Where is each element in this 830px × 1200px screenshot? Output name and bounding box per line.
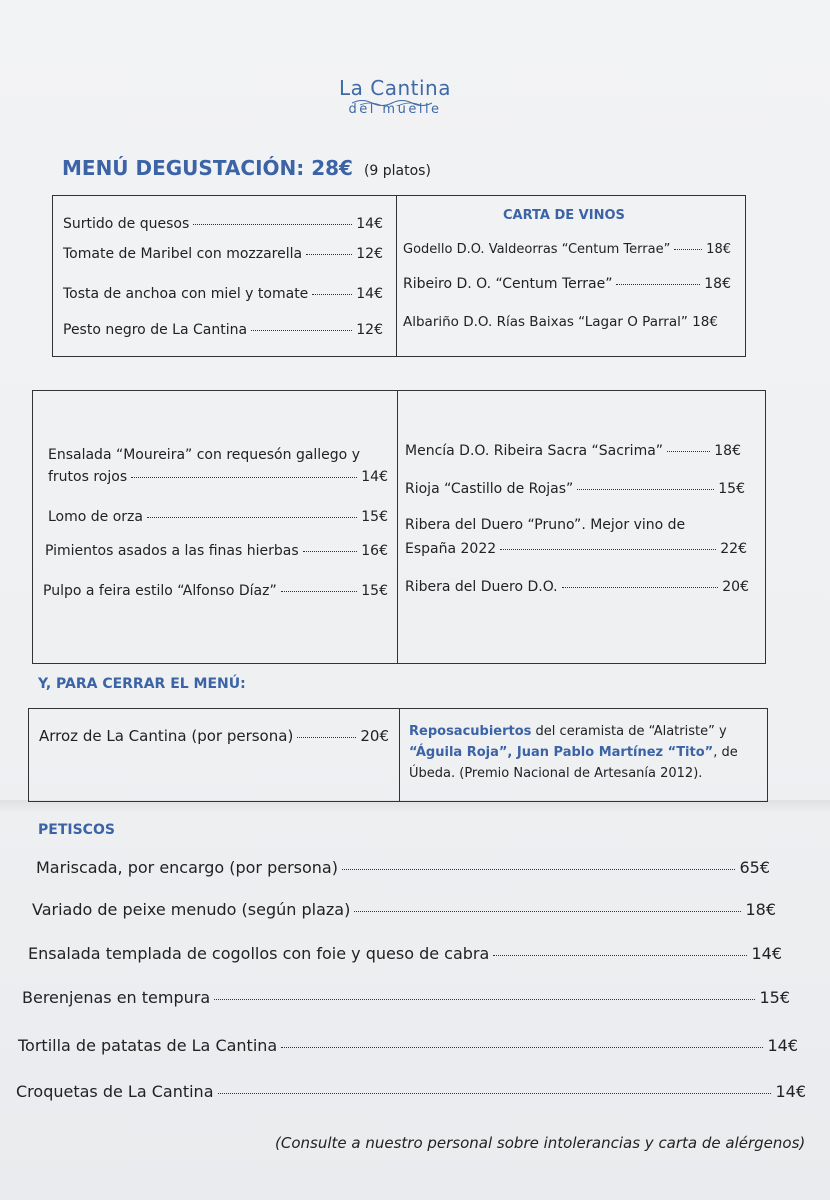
leader-dots	[303, 551, 358, 552]
petisco-row	[32, 900, 776, 919]
dish-row	[63, 322, 383, 338]
wine-price: 18€	[692, 314, 718, 330]
dish-name: Tomate de Maribel con mozzarella	[63, 246, 303, 262]
menu-title	[62, 156, 431, 180]
dish-price: 15€	[361, 583, 388, 599]
dish-name: Tosta de anchoa con miel y tomate	[63, 286, 309, 302]
credit-text-3: Úbeda. (Premio Nacional de Artesanía 2012).	[409, 766, 703, 781]
petisco-row	[36, 858, 770, 877]
leader-dots	[577, 489, 714, 490]
dish-name-line1: Ensalada “Moureira” con requesón gallego y	[48, 447, 360, 463]
petisco-name: Variado de peixe menudo (según plaza)	[32, 900, 351, 919]
leader-dots	[193, 224, 352, 225]
dish-row	[39, 727, 389, 745]
credit-bold-1: Reposacubiertos	[409, 724, 532, 739]
wine-name: Ribera del Duero D.O.	[405, 579, 558, 595]
wine-name: Ribeiro D. O. “Centum Terrae”	[403, 276, 613, 292]
wine-row	[405, 541, 747, 557]
wine-price: 22€	[720, 541, 747, 557]
dish-name: Arroz de La Cantina (por persona)	[39, 727, 294, 745]
dish-price: 14€	[356, 216, 383, 232]
leader-dots	[354, 911, 741, 912]
wine-name: Mencía D.O. Ribeira Sacra “Sacrima”	[405, 443, 664, 459]
leader-dots	[281, 1047, 763, 1048]
menu-title-main: MENÚ DEGUSTACIÓN: 28€	[62, 156, 353, 180]
petisco-price: 14€	[751, 944, 782, 963]
wine-row	[405, 579, 749, 595]
allergen-note: (Consulte a nuestro personal sobre intolerancias y carta de alérgenos)	[275, 1134, 806, 1152]
wine-name: España 2022	[405, 541, 497, 557]
leader-dots	[131, 477, 357, 478]
wine-row	[403, 276, 731, 292]
wine-name-line1: Ribera del Duero “Pruno”. Mejor vino de	[405, 517, 686, 533]
dish-name: Pesto negro de La Cantina	[63, 322, 248, 338]
dish-price: 15€	[361, 509, 388, 525]
leader-dots	[667, 451, 710, 452]
dish-row	[63, 286, 383, 302]
wine-row	[403, 242, 731, 257]
leader-dots	[312, 294, 352, 295]
petisco-name: Berenjenas en tempura	[22, 988, 211, 1007]
leader-dots	[674, 249, 702, 250]
wine-name: Albariño D.O. Rías Baixas “Lagar O Parral”	[403, 314, 688, 330]
dish-name: Pimientos asados a las finas hierbas	[45, 543, 299, 559]
leader-dots	[500, 549, 716, 550]
leader-dots	[306, 254, 352, 255]
closing-box	[28, 708, 768, 802]
leader-dots	[342, 869, 735, 870]
credit-text-1: del ceramista de “Alatriste” y	[531, 724, 727, 739]
dish-name: frutos rojos	[48, 469, 128, 485]
dish-name: Pulpo a feira estilo “Alfonso Díaz”	[43, 583, 277, 599]
dish-price: 20€	[360, 727, 389, 745]
petisco-price: 18€	[745, 900, 776, 919]
dish-price: 12€	[356, 246, 383, 262]
wine-row	[405, 443, 741, 459]
petisco-row	[16, 1082, 806, 1101]
petisco-name: Mariscada, por encargo (por persona)	[36, 858, 338, 877]
leader-dots	[297, 737, 356, 738]
wine-price: 20€	[722, 579, 749, 595]
petisco-row	[22, 988, 790, 1007]
petisco-name: Croquetas de La Cantina	[16, 1082, 214, 1101]
wine-price: 18€	[706, 242, 731, 257]
dish-row	[63, 216, 383, 232]
petisco-price: 65€	[739, 858, 770, 877]
wine-price: 15€	[718, 481, 745, 497]
wine-price: 18€	[704, 276, 731, 292]
box-divider	[399, 709, 400, 801]
petisco-price: 15€	[759, 988, 790, 1007]
wine-row	[405, 481, 745, 497]
leader-dots	[493, 955, 747, 956]
credit-text-2: , de	[713, 745, 738, 760]
box-divider	[396, 196, 397, 356]
logo-line1: La Cantina	[339, 76, 451, 100]
mains-box	[32, 390, 766, 664]
restaurant-logo	[300, 76, 490, 117]
petisco-price: 14€	[775, 1082, 806, 1101]
credit-bold-2: “Águila Roja”, Juan Pablo Martínez “Tito”	[409, 745, 714, 760]
leader-dots	[251, 330, 352, 331]
paper-fold	[0, 800, 830, 814]
wine-name: Godello D.O. Valdeorras “Centum Terrae”	[403, 242, 671, 257]
dish-row	[43, 583, 388, 599]
box-divider	[397, 391, 398, 663]
leader-dots	[147, 517, 357, 518]
wine-price: 18€	[714, 443, 741, 459]
petisco-row	[18, 1036, 798, 1055]
petisco-name: Ensalada templada de cogollos con foie y queso de cabra	[28, 944, 490, 963]
petisco-price: 14€	[767, 1036, 798, 1055]
dish-price: 16€	[361, 543, 388, 559]
wine-name: Rioja “Castillo de Rojas”	[405, 481, 574, 497]
dish-price: 14€	[361, 469, 388, 485]
petisco-row	[28, 944, 782, 963]
logo-line2: del muelle	[348, 102, 442, 117]
leader-dots	[616, 284, 700, 285]
wine-list-header: CARTA DE VINOS	[503, 208, 625, 223]
leader-dots	[281, 591, 358, 592]
menu-title-sub: (9 platos)	[363, 163, 431, 179]
closing-section-label: Y, PARA CERRAR EL MENÚ:	[38, 676, 246, 692]
petisco-name: Tortilla de patatas de La Cantina	[18, 1036, 278, 1055]
petiscos-label: PETISCOS	[38, 822, 115, 838]
dish-row	[45, 543, 388, 559]
leader-dots	[214, 999, 755, 1000]
leader-dots	[562, 587, 719, 588]
dish-name: Surtido de quesos	[63, 216, 190, 232]
dish-row	[63, 246, 383, 262]
ceramics-credit	[409, 721, 738, 784]
dish-price: 14€	[356, 286, 383, 302]
starters-box	[52, 195, 746, 357]
dish-row	[48, 469, 388, 485]
dish-row	[48, 509, 388, 525]
dish-name: Lomo de orza	[48, 509, 143, 525]
dish-price: 12€	[356, 322, 383, 338]
leader-dots	[218, 1093, 772, 1094]
wine-row	[403, 314, 739, 330]
